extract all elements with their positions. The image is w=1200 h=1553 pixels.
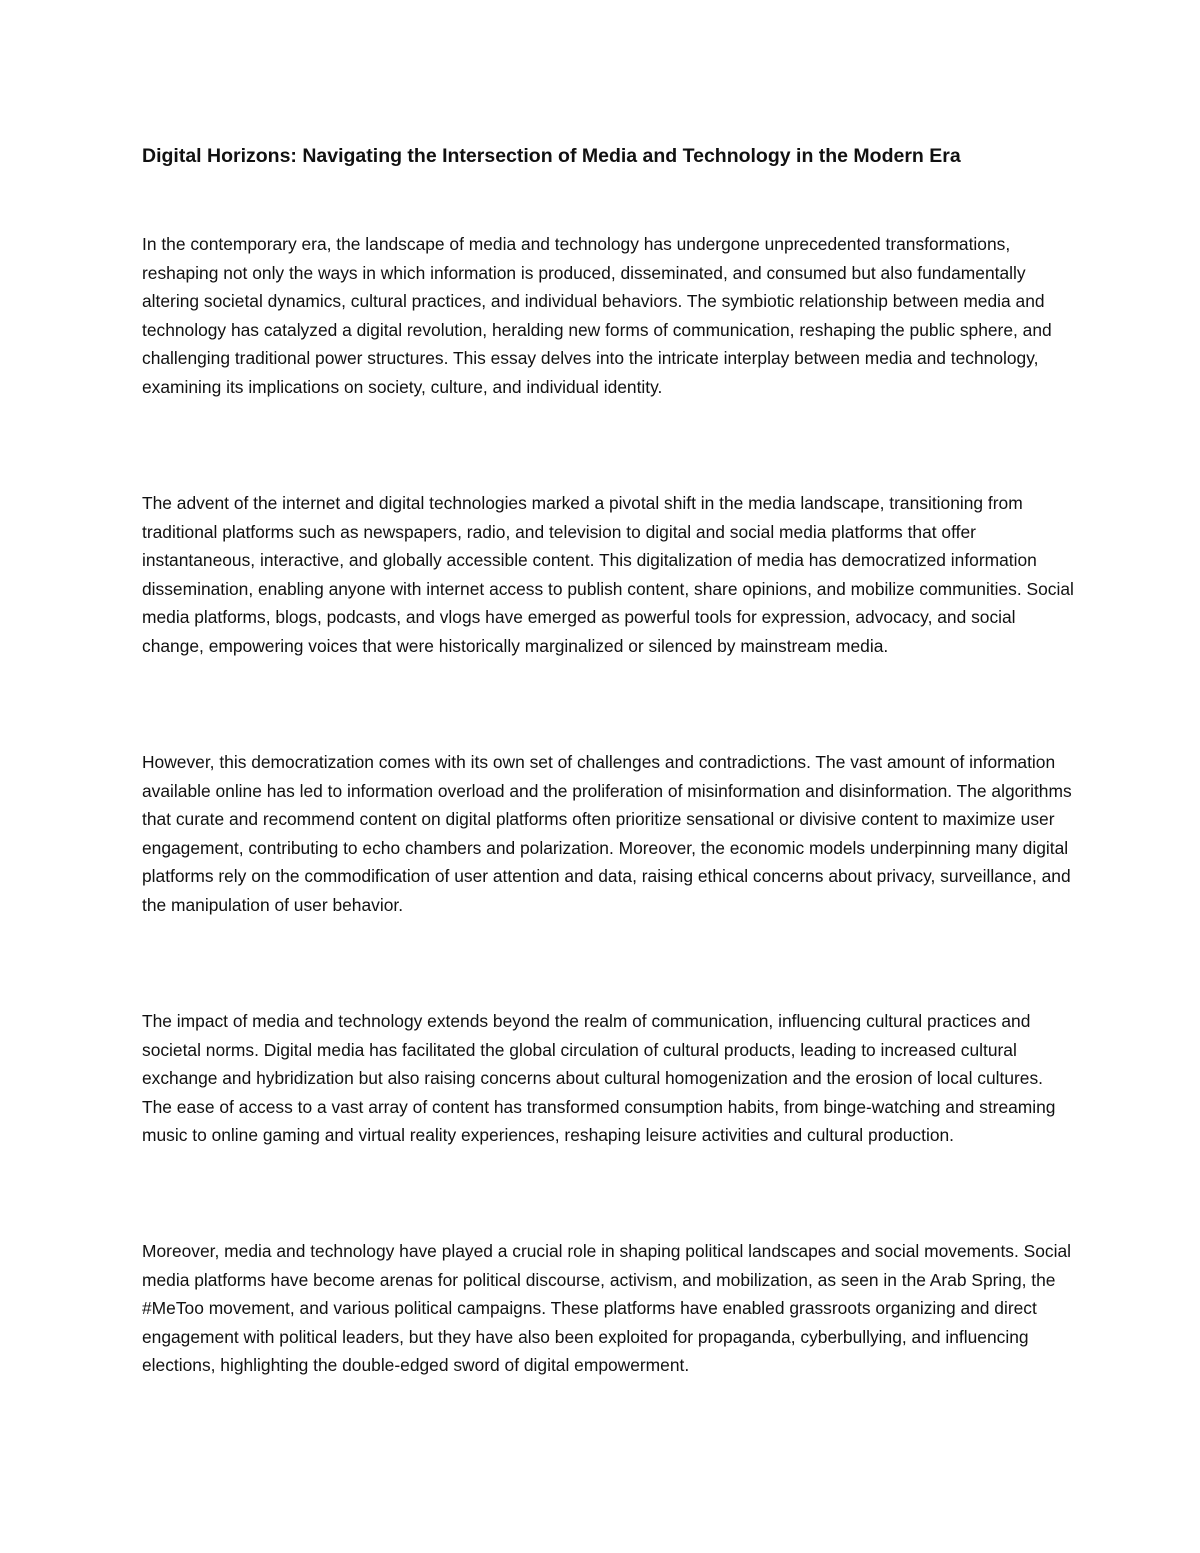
paragraph-internet-shift: The advent of the internet and digital technologies marked a pivotal shift in the media landscape, transitioning from traditional platforms such as newspapers, radio, and television to digital and social media platforms that offer instantaneous, interactive, and globally accessible content. This digitalization of media has democratized information dissemination, enabling anyone with internet access to publish content, share opinions, and mobilize communities. Social media platforms, blogs, podcasts, and vlogs have emerged as powerful tools for expression, advocacy, and social change, empowering voices that were historically marginalized or silenced by mainstream media. xyxy=(142,493,1074,656)
paragraph-challenges: However, this democratization comes with its own set of challenges and contradictions. The vast amount of information available online has led to information overload and the proliferation of misinformation and disinformation. The algorithms that curate and recommend content on digital platforms often prioritize sensational or divisive content to maximize user engagement, contributing to echo chambers and polarization. Moreover, the economic models underpinning many digital platforms rely on the commodification of user attention and data, raising ethical concerns about privacy, surveillance, and the manipulation of user behavior. xyxy=(142,752,1072,915)
document-title: Digital Horizons: Navigating the Intersection of Media and Technology in the Modern Era xyxy=(142,145,961,167)
paragraph-political-role: Moreover, media and technology have played a crucial role in shaping political landscapes and social movements. Social media platforms have become arenas for political discourse, activism, and mobilization, as seen in the Arab Spring, the #MeToo movement, and various political campaigns. These platforms have enabled grassroots organizing and direct engagement with political leaders, but they have also been exploited for propaganda, cyberbullying, and influencing elections, highlighting the double-edged sword of digital empowerment. xyxy=(142,1241,1071,1376)
paragraph-cultural-impact: The impact of media and technology extends beyond the realm of communication, influencing cultural practices and societal norms. Digital media has facilitated the global circulation of cultural products, leading to increased cultural exchange and hybridization but also raising concerns about cultural homogenization and the erosion of local cultures. The ease of access to a vast array of content has transformed consumption habits, from binge-watching and streaming music to online gaming and virtual reality experiences, reshaping leisure activities and cultural production. xyxy=(142,1011,1056,1146)
paragraph-introduction: In the contemporary era, the landscape of media and technology has undergone unprecedented transformations, reshaping not only the ways in which information is produced, disseminated, and consumed but also fundamentally altering societal dynamics, cultural practices, and individual behaviors. The symbiotic relationship between media and technology has catalyzed a digital revolution, heralding new forms of communication, reshaping the public sphere, and challenging traditional power structures. This essay delves into the intricate interplay between media and technology, examining its implications on society, culture, and individual identity. xyxy=(142,234,1052,397)
